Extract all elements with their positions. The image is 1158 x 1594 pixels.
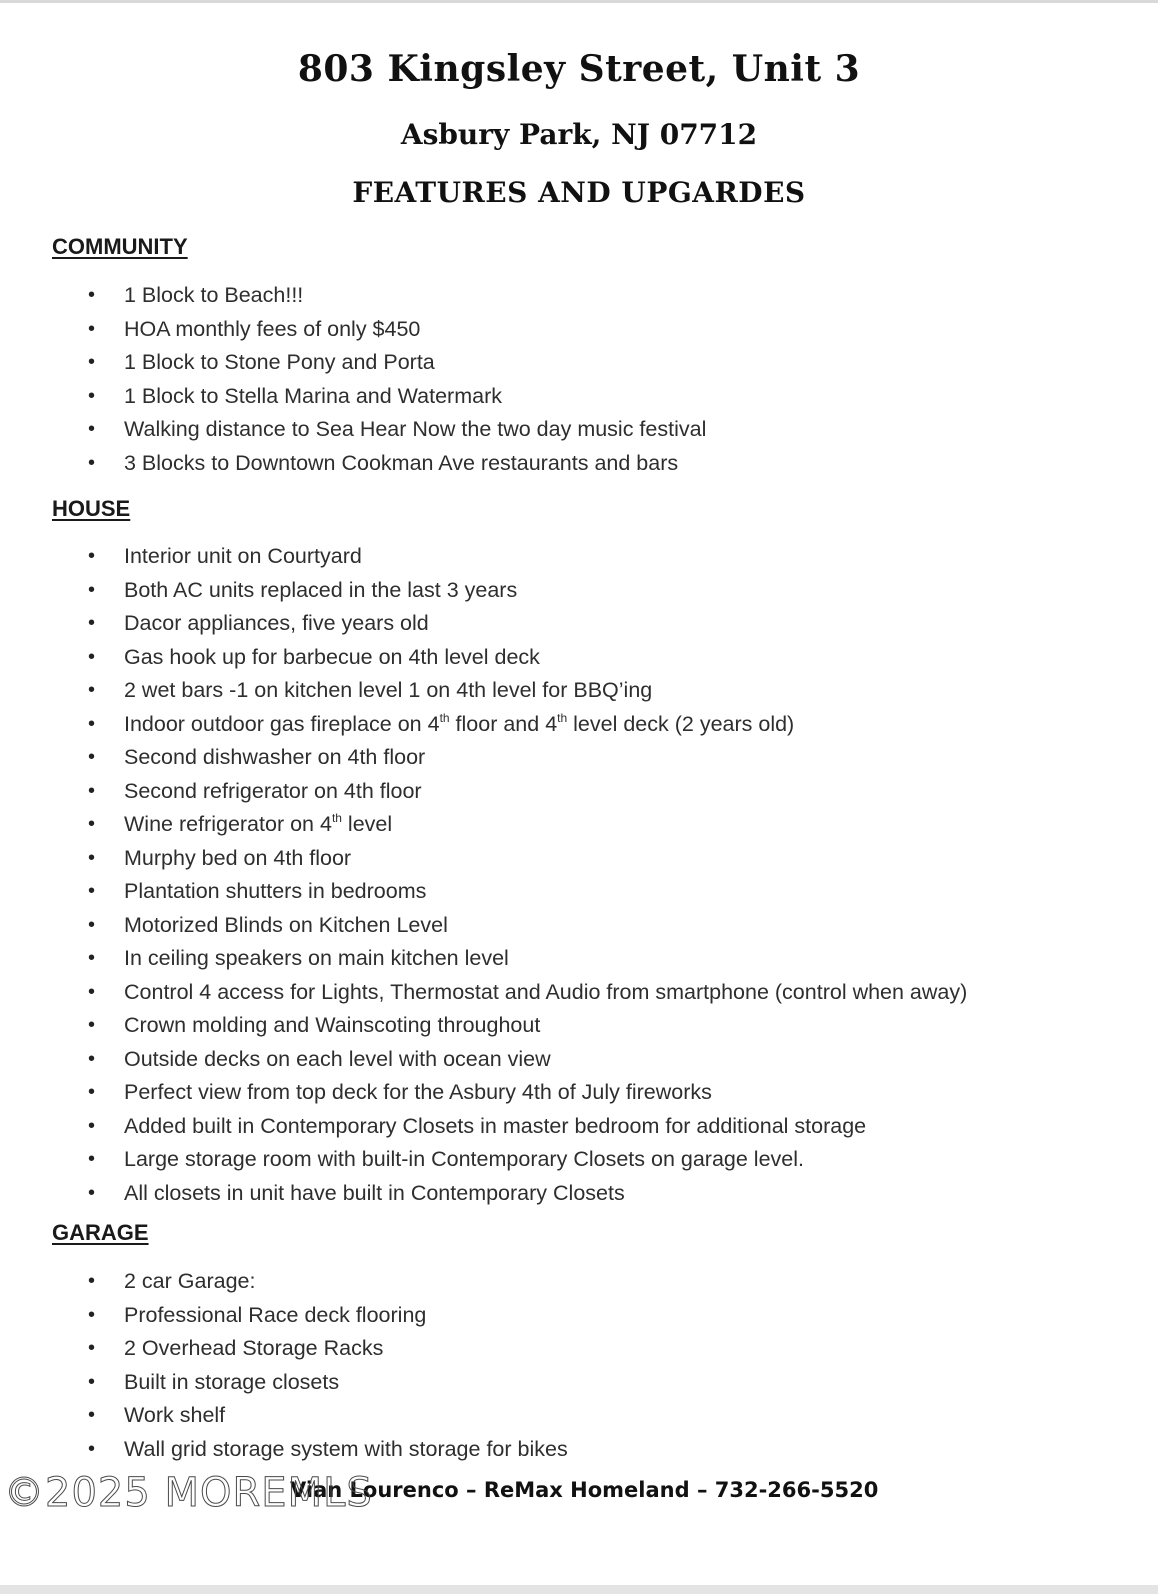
list-item: • 1 Block to Stella Marina and Watermark — [0, 380, 706, 414]
list-item: • 1 Block to Beach!!! — [0, 279, 706, 313]
ordinal-suffix: th — [331, 811, 342, 825]
list-item: • 2 Overhead Storage Racks — [0, 1332, 568, 1366]
list-item: • HOA monthly fees of only $450 — [0, 313, 706, 347]
list-item — [0, 808, 967, 842]
list-item: • Wall grid storage system with storage for bikes — [0, 1433, 568, 1467]
page-top-edge — [0, 0, 1158, 3]
list-item: • Control 4 access for Lights, Thermostat and Audio from smartphone (control when away) — [0, 976, 967, 1010]
house-list — [0, 540, 967, 1210]
item-text: Indoor outdoor gas fireplace on 4 — [124, 711, 440, 736]
list-item: • Large storage room with built-in Contemporary Closets on garage level. — [0, 1143, 967, 1177]
list-item: • Dacor appliances, five years old — [0, 607, 967, 641]
list-item: • Built in storage closets — [0, 1366, 568, 1400]
list-item — [0, 708, 967, 742]
agent-contact: Vian Lourenco – ReMax Homeland – 732-266-5520 — [290, 1478, 879, 1502]
item-text: level — [341, 812, 393, 836]
list-item: • Both AC units replaced in the last 3 years — [0, 574, 967, 608]
list-item: • Professional Race deck flooring — [0, 1299, 568, 1333]
community-list — [0, 279, 706, 480]
property-address: 803 Kingsley Street, Unit 3 — [297, 48, 861, 90]
list-item: • 1 Block to Stone Pony and Porta — [0, 346, 706, 380]
list-item: • Second refrigerator on 4th floor — [0, 775, 967, 809]
item-text: Wine refrigerator on 4 — [124, 812, 332, 836]
list-item: • Second dishwasher on 4th floor — [0, 741, 967, 775]
list-item: • Crown molding and Wainscoting throughout — [0, 1009, 967, 1043]
garage-list — [0, 1265, 568, 1466]
section-title-garage: GARAGE — [52, 1220, 149, 1245]
item-text: level deck (2 years old) — [567, 711, 795, 736]
ordinal-suffix: th — [439, 710, 450, 725]
page-bottom-edge — [0, 1585, 1158, 1594]
list-item: • Added built in Contemporary Closets in master bedroom for additional storage — [0, 1110, 967, 1144]
section-title-house: HOUSE — [52, 496, 131, 521]
list-item: • Motorized Blinds on Kitchen Level — [0, 909, 967, 943]
ordinal-suffix: th — [557, 710, 568, 725]
list-item: • Outside decks on each level with ocean view — [0, 1043, 967, 1077]
list-item: • Interior unit on Courtyard — [0, 540, 967, 574]
list-item: • Murphy bed on 4th floor — [0, 842, 967, 876]
list-item: • 2 wet bars -1 on kitchen level 1 on 4th level for BBQ’ing — [0, 674, 967, 708]
list-item: • Perfect view from top deck for the Asbury 4th of July fireworks — [0, 1076, 967, 1110]
list-item: • Gas hook up for barbecue on 4th level deck — [0, 641, 967, 675]
section-title-community: COMMUNITY — [52, 234, 188, 259]
list-item: • 3 Blocks to Downtown Cookman Ave restaurants and bars — [0, 447, 706, 481]
property-city: Asbury Park, NJ 07712 — [400, 118, 758, 151]
document-heading: FEATURES AND UPGARDES — [352, 176, 806, 209]
list-item: • Walking distance to Sea Hear Now the two day music festival — [0, 413, 706, 447]
list-item: • Work shelf — [0, 1399, 568, 1433]
copyright-watermark: ©2025 MOREMLS — [4, 1470, 373, 1516]
list-item: • Plantation shutters in bedrooms — [0, 875, 967, 909]
list-item: • 2 car Garage: — [0, 1265, 568, 1299]
item-text: floor and 4 — [449, 711, 558, 736]
list-item: • All closets in unit have built in Contemporary Closets — [0, 1177, 967, 1211]
list-item: • In ceiling speakers on main kitchen level — [0, 942, 967, 976]
